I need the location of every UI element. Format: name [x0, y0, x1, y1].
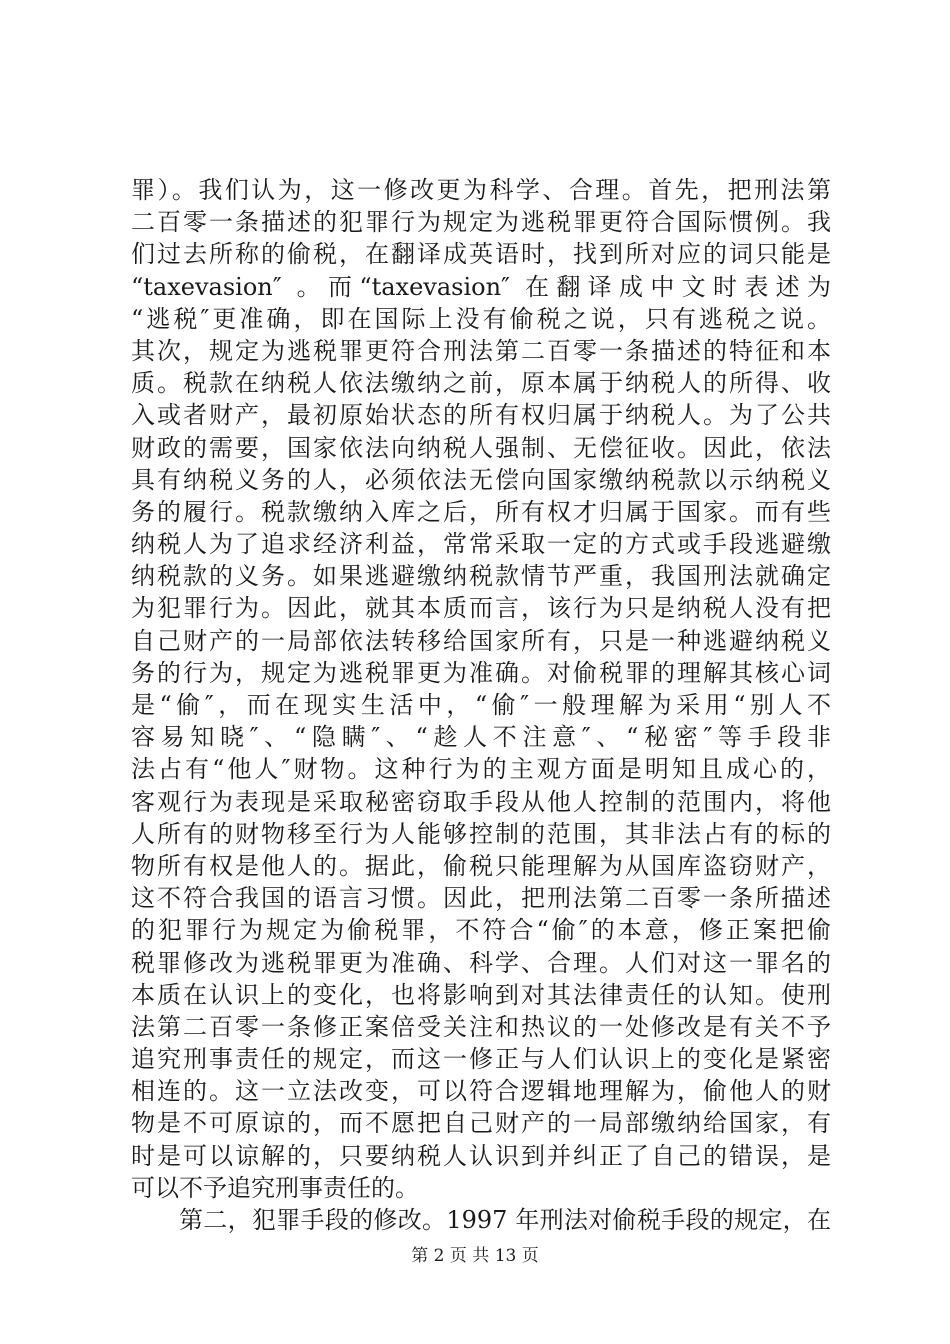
text-line: 纳税款的义务。如果逃避缴纳税款情节严重，我国刑法就确定 [131, 562, 831, 591]
text-line: 可以不予追究刑事责任的。 [131, 1173, 419, 1202]
text-line: 法第二百零一条修正案倍受关注和热议的一处修改是有关不予 [131, 1012, 831, 1041]
text-line: 容易知晓″、“隐瞒″、“趁人不注意″、“秘密″等手段非 [131, 723, 831, 752]
text-line: 务的行为，规定为逃税罪更为准确。对偷税罪的理解其核心词 [131, 658, 831, 687]
text-line: 客观行为表现是采取秘密窃取手段从他人控制的范围内，将他 [131, 787, 831, 816]
text-line: 这不符合我国的语言习惯。因此，把刑法第二百零一条所描述 [131, 884, 831, 913]
text-line: 质。税款在纳税人依法缴纳之前，原本属于纳税人的所得、收 [131, 369, 831, 398]
text-line: 务的履行。税款缴纳入库之后，所有权才归属于国家。而有些 [131, 497, 831, 526]
text-line: 入或者财产，最初原始状态的所有权归属于纳税人。为了公共 [131, 401, 831, 430]
text-line: 财政的需要，国家依法向纳税人强制、无偿征收。因此，依法 [131, 433, 831, 462]
text-line: 罪）。我们认为，这一修改更为科学、合理。首先，把刑法第 [131, 176, 831, 204]
text-line: 追究刑事责任的规定，而这一修正与人们认识上的变化是紧密 [131, 1045, 831, 1074]
text-line: 法占有“他人″财物。这种行为的主观方面是明知且成心的， [131, 755, 831, 784]
text-line: 税罪修改为逃税罪更为准确、科学、合理。人们对这一罪名的 [131, 948, 831, 977]
text-line: 自己财产的一局部依法转移给国家所有，只是一种逃避纳税义 [131, 626, 831, 655]
text-line: 是“偷″，而在现实生活中，“偷″一般理解为采用“别人不 [131, 691, 831, 719]
text-line: 的犯罪行为规定为偷税罪，不符合“偷″的本意，修正案把偷 [131, 916, 831, 945]
text-line: 物所有权是他人的。据此，偷税只能理解为从国库盗窃财产， [131, 851, 831, 880]
text-line: 时是可以谅解的，只要纳税人认识到并纠正了自己的错误，是 [131, 1141, 831, 1170]
document-body [131, 174, 831, 1236]
text-line: 本质在认识上的变化，也将影响到对其法律责任的认知。使刑 [131, 980, 831, 1009]
text-line: 纳税人为了追求经济利益，常常采取一定的方式或手段逃避缴 [131, 530, 831, 559]
text-line: 们过去所称的偷税，在翻译成英语时，找到所对应的词只能是 [131, 240, 831, 269]
text-line: 人所有的财物移至行为人能够控制的范围，其非法占有的标的 [131, 819, 831, 848]
text-line: 为犯罪行为。因此，就其本质而言，该行为只是纳税人没有把 [131, 594, 831, 623]
page-footer: 第 2 页 共 13 页 [411, 1246, 539, 1266]
text-line: 具有纳税义务的人，必须依法无偿向国家缴纳税款以示纳税义 [131, 465, 831, 494]
text-line: “taxevasion″ 。而“taxevasion″ 在翻译成中文时表述为 [131, 272, 831, 301]
text-line: 其次，规定为逃税罪更符合刑法第二百零一条描述的特征和本 [131, 336, 831, 365]
paragraph-2-first-line: 第二，犯罪手段的修改。1997 年刑法对偷税手段的规定，在 [179, 1206, 831, 1234]
text-line: “逃税″更准确，即在国际上没有偷税之说，只有逃税之说。 [131, 304, 831, 333]
text-line: 物是不可原谅的，而不愿把自己财产的一局部缴纳给国家，有 [131, 1109, 831, 1138]
text-line: 相连的。这一立法改变，可以符合逻辑地理解为，偷他人的财 [131, 1077, 831, 1106]
text-line: 二百零一条描述的犯罪行为规定为逃税罪更符合国际惯例。我 [131, 208, 831, 237]
